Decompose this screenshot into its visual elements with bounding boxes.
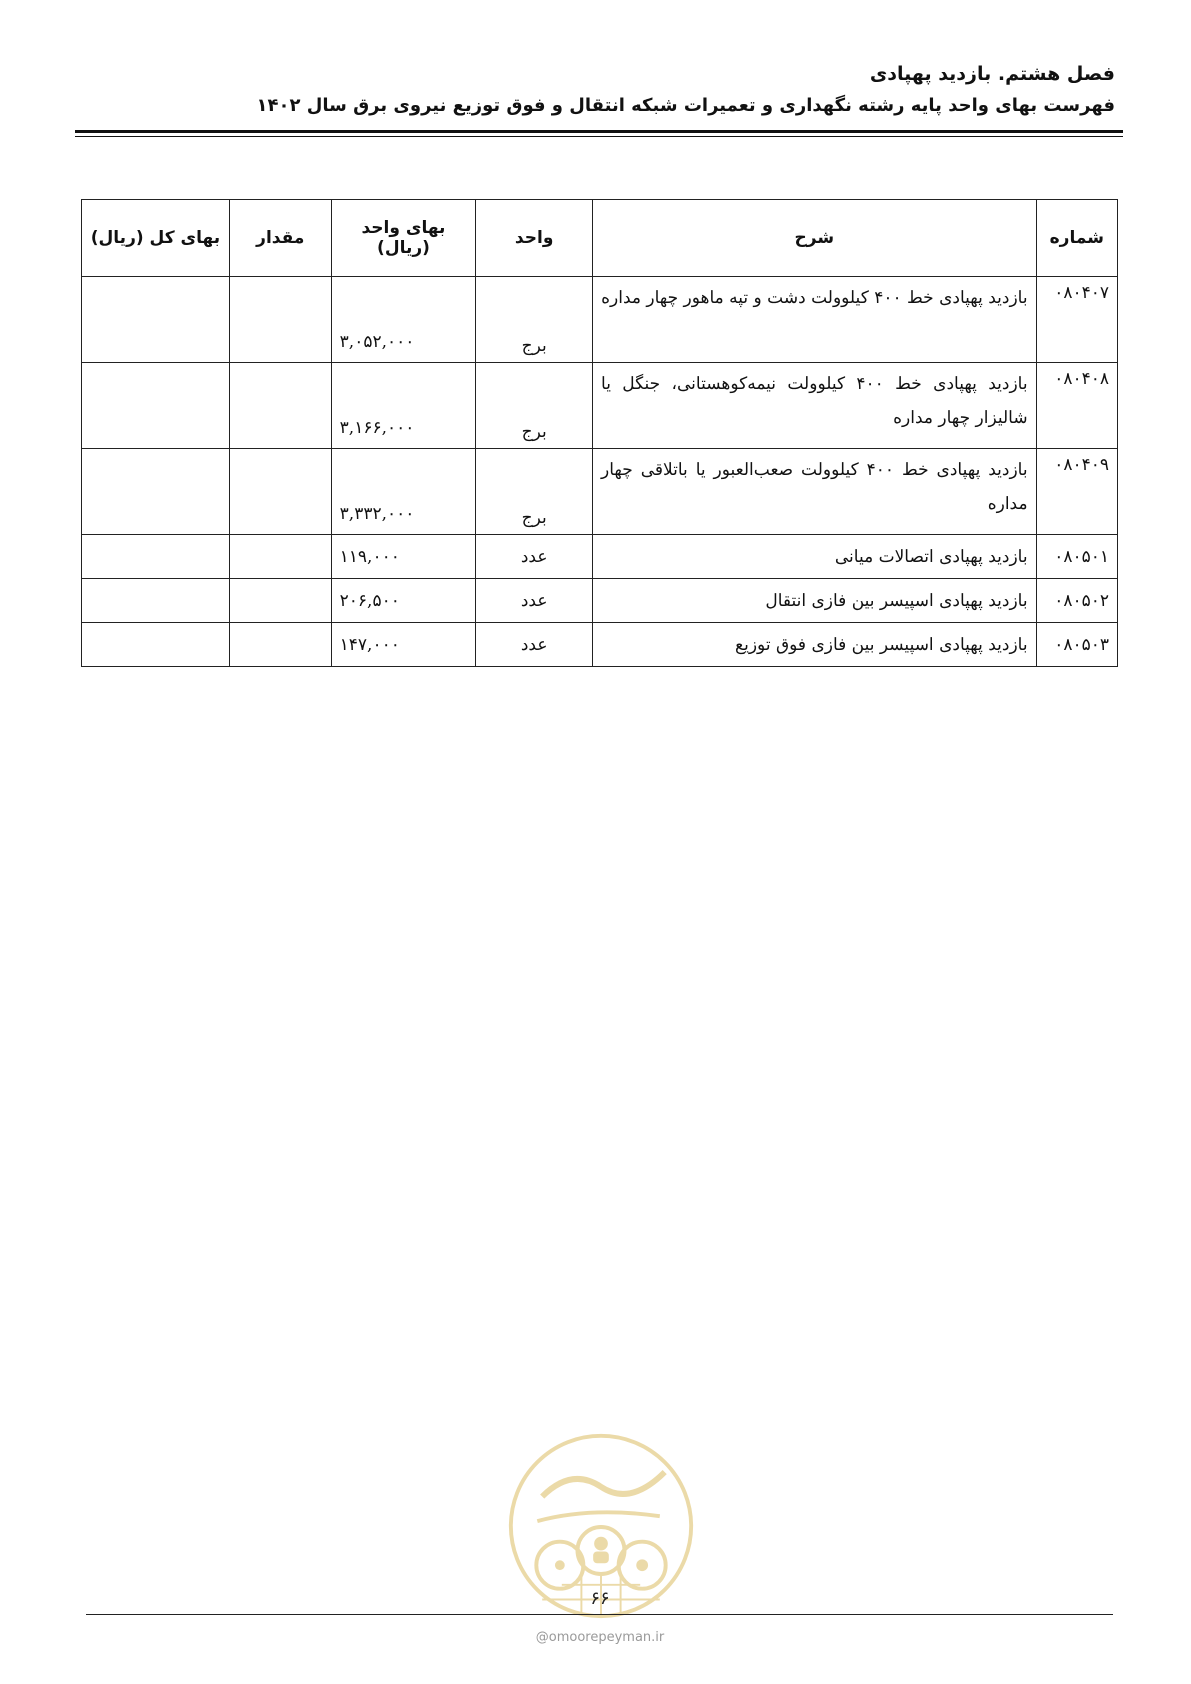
item-total (82, 449, 230, 535)
item-description: بازدید پهپادی اتصالات میانی (593, 535, 1037, 579)
unit-price-currency: (ریال) (377, 238, 430, 258)
table-row (82, 277, 1118, 363)
header-divider-thin (75, 136, 1123, 137)
item-unit: برج (476, 449, 593, 535)
item-total (82, 277, 230, 363)
column-header-code: شماره (1036, 200, 1117, 277)
column-header-unit: واحد (476, 200, 593, 277)
table-row (82, 579, 1118, 623)
item-description: بازدید پهپادی اسپیسر بین فازی فوق توزیع (593, 623, 1037, 667)
table-row (82, 623, 1118, 667)
header-divider (75, 130, 1123, 133)
item-description: بازدید پهپادی خط ۴۰۰ کیلوولت نیمه‌کوهستانی، جنگل یا شالیزار چهار مداره (593, 363, 1037, 449)
table-header-row (82, 200, 1118, 277)
item-quantity (229, 535, 331, 579)
item-code: ۰۸۰۴۰۷ (1036, 277, 1117, 363)
item-code: ۰۸۰۵۰۳ (1036, 623, 1117, 667)
item-unit: برج (476, 277, 593, 363)
item-unit-price: ۲۰۶,۵۰۰ (331, 579, 476, 623)
item-unit: عدد (476, 579, 593, 623)
item-description: بازدید پهپادی خط ۴۰۰ کیلوولت دشت و تپه ماهور چهار مداره (593, 277, 1037, 363)
column-header-quantity: مقدار (229, 200, 331, 277)
footer-divider (86, 1614, 1113, 1615)
item-description: بازدید پهپادی خط ۴۰۰ کیلوولت صعب‌العبور یا باتلاقی چهار مداره (593, 449, 1037, 535)
item-unit: عدد (476, 535, 593, 579)
item-code: ۰۸۰۵۰۱ (1036, 535, 1117, 579)
price-table (81, 199, 1118, 667)
watermark-url: @omoorepeyman.ir (535, 1630, 665, 1645)
item-quantity (229, 579, 331, 623)
item-code: ۰۸۰۴۰۹ (1036, 449, 1117, 535)
item-quantity (229, 363, 331, 449)
table-row (82, 363, 1118, 449)
item-total (82, 535, 230, 579)
item-unit: عدد (476, 623, 593, 667)
item-quantity (229, 449, 331, 535)
item-unit-price: ۳,۳۳۲,۰۰۰ (331, 449, 476, 535)
unit-price-label: بهای واحد (361, 218, 446, 238)
item-total (82, 623, 230, 667)
column-header-description: شرح (593, 200, 1037, 277)
item-total (82, 363, 230, 449)
item-unit: برج (476, 363, 593, 449)
document-title: فهرست بهای واحد پایه رشته نگهداری و تعمیرات شبکه انتقال و فوق توزیع نیروی برق سال ۱۴۰۲ (256, 95, 1115, 116)
item-unit-price: ۱۱۹,۰۰۰ (331, 535, 476, 579)
item-unit-price: ۳,۰۵۲,۰۰۰ (331, 277, 476, 363)
column-header-unit-price (331, 200, 476, 277)
item-quantity (229, 623, 331, 667)
item-code: ۰۸۰۵۰۲ (1036, 579, 1117, 623)
column-header-total-price: بهای کل (ریال) (82, 200, 230, 277)
chapter-title: فصل هشتم. بازدید پهپادی (869, 63, 1115, 85)
item-unit-price: ۱۴۷,۰۰۰ (331, 623, 476, 667)
page-number: ۶۶ (590, 1588, 610, 1609)
item-quantity (229, 277, 331, 363)
table-row (82, 449, 1118, 535)
item-total (82, 579, 230, 623)
item-unit-price: ۳,۱۶۶,۰۰۰ (331, 363, 476, 449)
table-row (82, 535, 1118, 579)
item-code: ۰۸۰۴۰۸ (1036, 363, 1117, 449)
item-description: بازدید پهپادی اسپیسر بین فازی انتقال (593, 579, 1037, 623)
page-header (75, 60, 1115, 120)
